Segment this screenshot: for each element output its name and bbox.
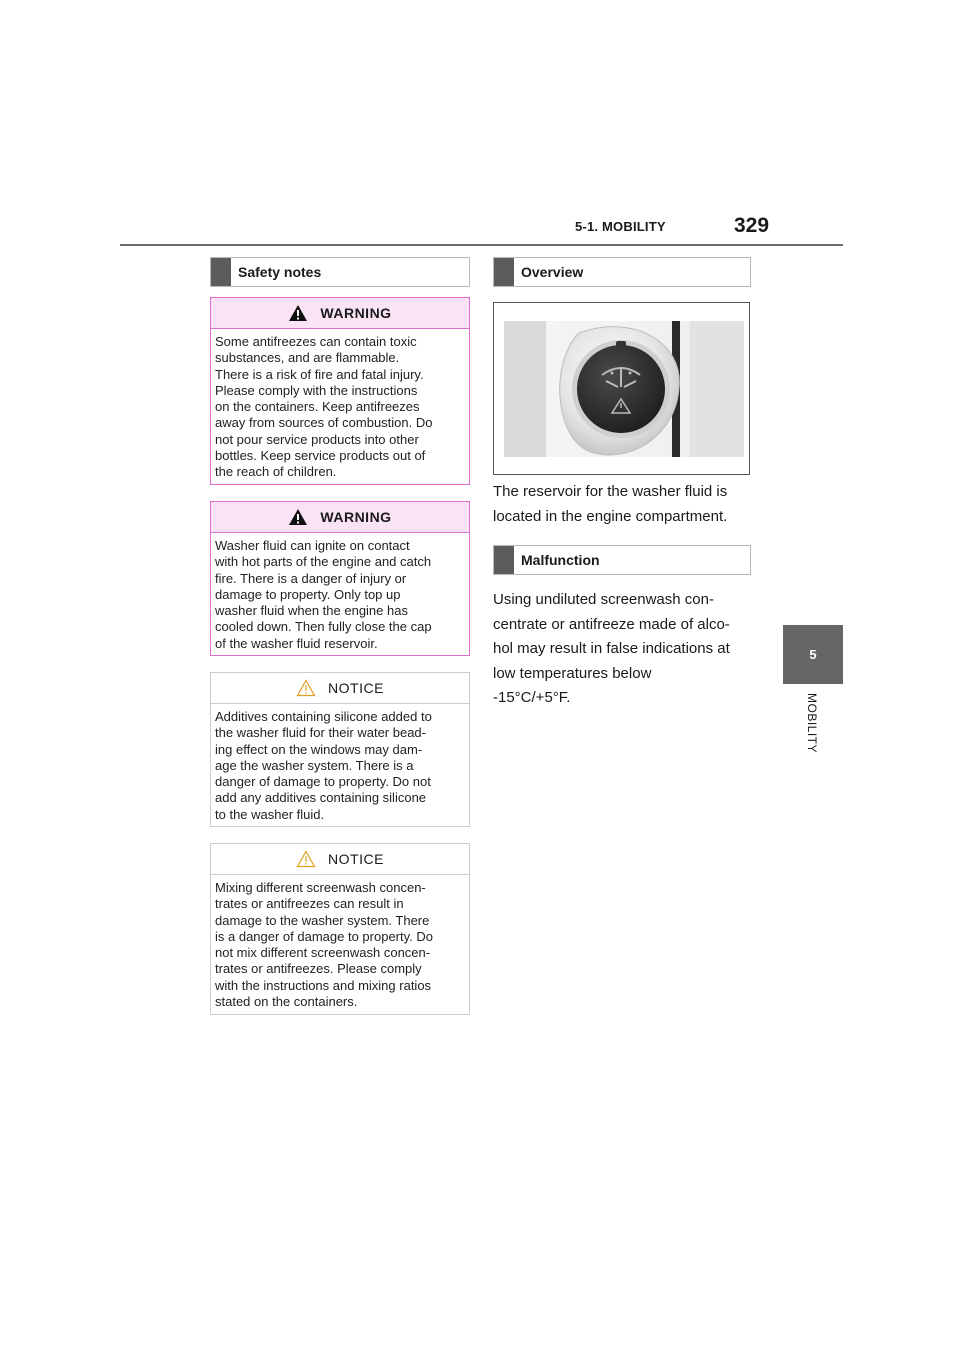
section-header-overview bbox=[493, 257, 751, 287]
page-number: 329 bbox=[734, 214, 770, 237]
washer-reservoir-photo bbox=[493, 302, 750, 475]
overview-text: The reservoir for the washer fluid is located in the engine compartment. bbox=[493, 483, 728, 525]
warning-triangle-icon bbox=[288, 508, 308, 526]
warning-triangle-icon bbox=[288, 304, 308, 322]
warning-text: Washer fluid can ignite on contact with hot parts of the engine and catch fire. There is a danger of injury or damage to property. Only top up washer fluid when the engine has cooled down. Then fully close the cap of the washer fluid reservoir. bbox=[215, 538, 432, 651]
header-rule bbox=[120, 244, 843, 246]
notice-text: Mixing different screenwash concen- trates or antifreezes can result in damage to the washer system. There is a danger of damage to property. Do not mix different screenwash concen- trates or antifreezes. Please comply with the instructions and mixing ratios stated on the containers. bbox=[215, 880, 433, 1010]
section-title: Malfunction bbox=[521, 552, 600, 568]
chapter-tab-number: 5 bbox=[809, 647, 817, 662]
section-header-bar bbox=[211, 258, 231, 286]
notice-box-header bbox=[211, 673, 469, 703]
section-header-safety-notes bbox=[210, 257, 470, 287]
section-header-bar bbox=[494, 546, 514, 574]
notice-triangle-icon bbox=[296, 850, 316, 868]
warning-label: WARNING bbox=[320, 305, 392, 321]
warning-text: Some antifreezes can contain toxic substances, and are flammable. There is a risk of fire and fatal injury. Please comply with the instructions on the containers. Keep antifreezes away from sources of combustion. Do not pour service products into other bottles. Keep service products out of the reach of children. bbox=[215, 334, 433, 480]
section-title: Safety notes bbox=[238, 264, 322, 280]
chapter-tab bbox=[783, 625, 843, 684]
chapter-tab-label: MOBILITY bbox=[805, 693, 819, 754]
notice-label: NOTICE bbox=[328, 851, 384, 867]
section-title: Overview bbox=[521, 264, 584, 280]
notice-box-mixing bbox=[210, 843, 470, 1015]
washer-fluid-cap-icon bbox=[494, 303, 749, 474]
warning-label: WARNING bbox=[320, 509, 392, 525]
warning-box-header bbox=[211, 502, 469, 532]
warning-box-header bbox=[211, 298, 469, 328]
notice-label: NOTICE bbox=[328, 680, 384, 696]
section-header-bar bbox=[494, 258, 514, 286]
notice-box-header bbox=[211, 844, 469, 874]
warning-box-antifreeze bbox=[210, 297, 470, 485]
malfunction-text: Using undiluted screenwash con- centrate or antifreeze made of alco- hol may result in false indications at low temperatures below -15°C/+5°F. bbox=[493, 591, 730, 706]
notice-triangle-icon bbox=[296, 679, 316, 697]
notice-text: Additives containing silicone added to the washer fluid for their water bead- ing effect on the windows may dam- age the washer system. There is a danger of damage to property. Do not add any additives containing silicone to the washer fluid. bbox=[215, 709, 432, 822]
notice-box-silicone bbox=[210, 672, 470, 827]
section-header-malfunction bbox=[493, 545, 751, 575]
warning-box-washer-fluid bbox=[210, 501, 470, 656]
header-section-title: 5-1. MOBILITY bbox=[575, 219, 666, 234]
